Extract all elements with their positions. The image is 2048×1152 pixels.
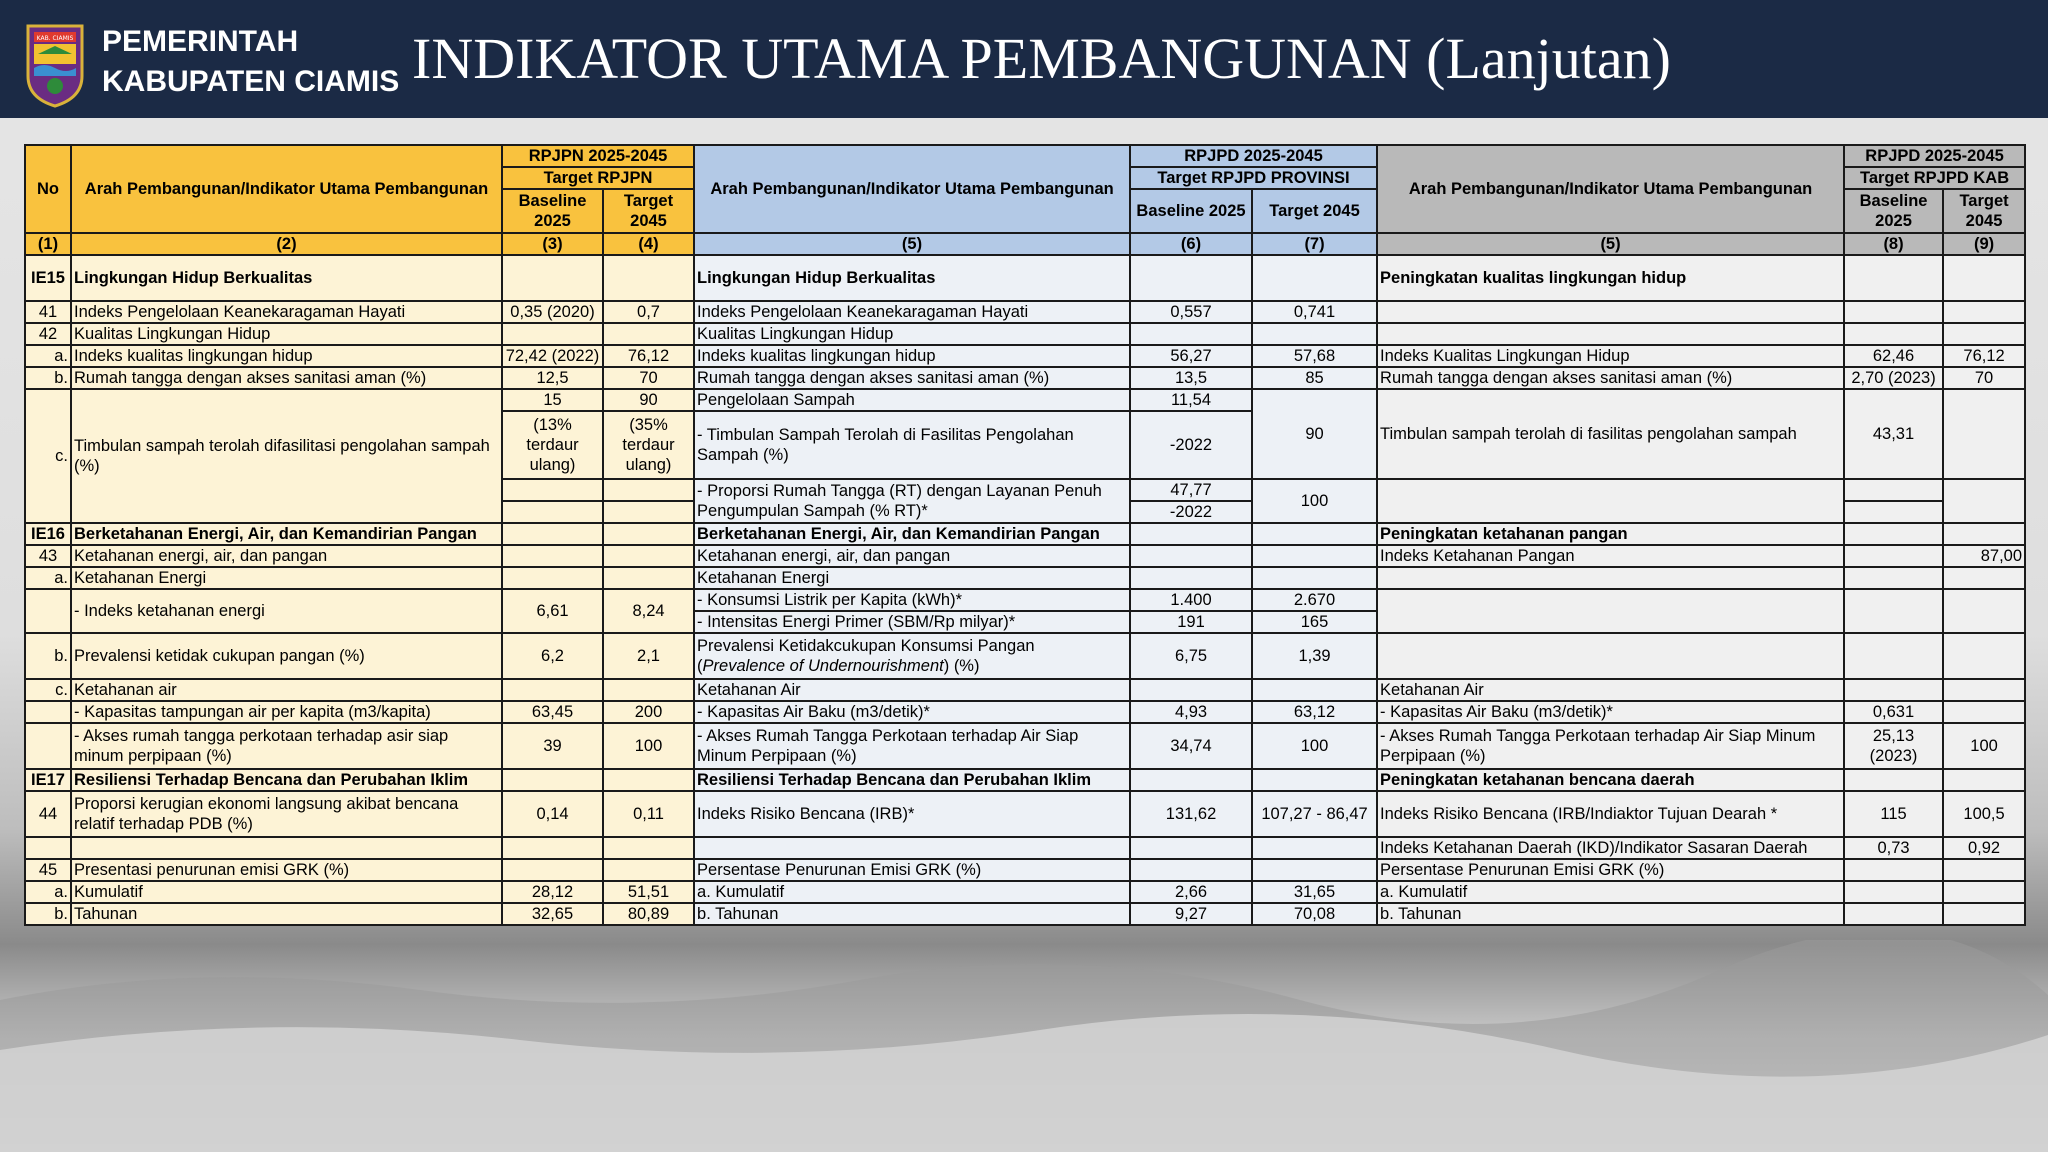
colnum: (8) [1844, 233, 1943, 255]
background-landscape [0, 940, 2048, 1152]
indicator-rpjpn: - Kapasitas tampungan air per kapita (m3/kapita) [71, 701, 502, 723]
row-no: b. [25, 903, 71, 925]
target-provinsi: 100 [1252, 479, 1377, 523]
row-no: a. [25, 345, 71, 367]
baseline-provinsi: 131,62 [1130, 791, 1252, 837]
indicator-provinsi [694, 633, 1130, 679]
table-row [25, 345, 2025, 367]
indicator-rpjpn: Ketahanan air [71, 679, 502, 701]
target-provinsi: 31,65 [1252, 881, 1377, 903]
indicator-rpjpn: Rumah tangga dengan akses sanitasi aman (%) [71, 367, 502, 389]
row-no: IE15 [25, 255, 71, 301]
table-row [25, 859, 2025, 881]
target-rpjpn: 2,1 [603, 633, 694, 679]
indicator-kab: Rumah tangga dengan akses sanitasi aman (%) [1377, 367, 1844, 389]
target-kab: 100 [1943, 723, 2025, 769]
indicator-provinsi: Lingkungan Hidup Berkualitas [694, 255, 1130, 301]
indicator-provinsi: Persentase Penurunan Emisi GRK (%) [694, 859, 1130, 881]
row-no: 44 [25, 791, 71, 837]
baseline-provinsi: 34,74 [1130, 723, 1252, 769]
table-row [25, 633, 2025, 679]
row-no: 45 [25, 859, 71, 881]
target-rpjpn: 200 [603, 701, 694, 723]
baseline-kab: 62,46 [1844, 345, 1943, 367]
col-arah-rpjpn-header: Arah Pembangunan/Indikator Utama Pembangunan [71, 145, 502, 233]
row-no: b. [25, 633, 71, 679]
target-provinsi: 100 [1252, 723, 1377, 769]
target-provinsi: 63,12 [1252, 701, 1377, 723]
col-arah-kab-header: Arah Pembangunan/Indikator Utama Pembangunan [1377, 145, 1844, 233]
rpjpn-period-header: RPJPN 2025-2045 [502, 145, 694, 167]
baseline-provinsi: 13,5 [1130, 367, 1252, 389]
row-no: c. [25, 679, 71, 701]
indicator-kab: Timbulan sampah terolah di fasilitas pengolahan sampah [1377, 389, 1844, 479]
indicator-rpjpn: Berketahanan Energi, Air, dan Kemandirian Pangan [71, 523, 502, 545]
indicator-provinsi: - Timbulan Sampah Terolah di Fasilitas Pengolahan Sampah (%) [694, 411, 1130, 479]
target-kab: 87,00 [1943, 545, 2025, 567]
indicator-provinsi: Pengelolaan Sampah [694, 389, 1130, 411]
table-row [25, 545, 2025, 567]
page-title: INDIKATOR UTAMA PEMBANGUNAN (Lanjutan) [412, 26, 1671, 91]
table-row [25, 255, 2025, 301]
indicator-kab: Indeks Ketahanan Pangan [1377, 545, 1844, 567]
row-no: a. [25, 881, 71, 903]
target-provinsi: 85 [1252, 367, 1377, 389]
target-rpjpn: 76,12 [603, 345, 694, 367]
target-rpjpn-header: Target RPJPN [502, 167, 694, 189]
baseline-provinsi: 11,54 [1130, 389, 1252, 411]
table-row [25, 567, 2025, 589]
target-rpjpn-note: (35% terdaur ulang) [603, 411, 694, 479]
target-provinsi: 70,08 [1252, 903, 1377, 925]
indicator-provinsi: - Intensitas Energi Primer (SBM/Rp milyar)* [694, 611, 1130, 633]
indicator-kab: Indeks Kualitas Lingkungan Hidup [1377, 345, 1844, 367]
baseline-kab: 115 [1844, 791, 1943, 837]
target-provinsi: 90 [1252, 389, 1377, 479]
baseline-kab: 2,70 (2023) [1844, 367, 1943, 389]
indicator-provinsi: Indeks kualitas lingkungan hidup [694, 345, 1130, 367]
target-provinsi: 165 [1252, 611, 1377, 633]
column-number-row [25, 233, 2025, 255]
row-no: 41 [25, 301, 71, 323]
baseline-rpjpn: 72,42 (2022) [502, 345, 603, 367]
org-line-1: PEMERINTAH [102, 25, 299, 58]
indicator-kab: a. Kumulatif [1377, 881, 1844, 903]
slide-header [0, 0, 2048, 118]
row-no: IE17 [25, 769, 71, 791]
target-provinsi: 0,741 [1252, 301, 1377, 323]
table-row [25, 881, 2025, 903]
prevalensi-text: Prevalensi Ketidakcukupan Konsumsi Pangan ( [697, 637, 1035, 675]
table-row [25, 523, 2025, 545]
baseline-kab-header: Baseline 2025 [1844, 189, 1943, 233]
indicator-kab: Peningkatan ketahanan bencana daerah [1377, 769, 1844, 791]
indicator-rpjpn: Presentasi penurunan emisi GRK (%) [71, 859, 502, 881]
row-no: c. [25, 389, 71, 523]
table-row [25, 701, 2025, 723]
table-row [25, 837, 2025, 859]
indicator-kab: Peningkatan ketahanan pangan [1377, 523, 1844, 545]
indicator-provinsi: - Proporsi Rumah Tangga (RT) dengan Layanan Penuh Pengumpulan Sampah (% RT)* [694, 479, 1130, 523]
indicator-rpjpn: Kualitas Lingkungan Hidup [71, 323, 502, 345]
col-no-header: No [25, 145, 71, 233]
prevalensi-english-term: Prevalence of Undernourishment [702, 657, 944, 675]
table-row [25, 301, 2025, 323]
baseline-provinsi: 4,93 [1130, 701, 1252, 723]
target-rpjpn: 8,24 [603, 589, 694, 633]
ciamis-logo-icon [24, 18, 86, 108]
baseline-provinsi: 9,27 [1130, 903, 1252, 925]
baseline-provinsi: 47,77 [1130, 479, 1252, 501]
table-row [25, 679, 2025, 701]
indicator-kab: Persentase Penurunan Emisi GRK (%) [1377, 859, 1844, 881]
colnum: (4) [603, 233, 694, 255]
indicator-kab: Indeks Ketahanan Daerah (IKD)/Indikator Sasaran Daerah [1377, 837, 1844, 859]
target-kab: 76,12 [1943, 345, 2025, 367]
baseline-rpjpn-header: Baseline 2025 [502, 189, 603, 233]
target-rpjpn: 70 [603, 367, 694, 389]
indicator-rpjpn: Tahunan [71, 903, 502, 925]
table-row [25, 769, 2025, 791]
indicator-kab: b. Tahunan [1377, 903, 1844, 925]
indicator-rpjpn: Lingkungan Hidup Berkualitas [71, 255, 502, 301]
baseline-kab: 25,13 (2023) [1844, 723, 1943, 769]
indicator-rpjpn: Ketahanan energi, air, dan pangan [71, 545, 502, 567]
table-row [25, 323, 2025, 345]
indicator-provinsi: a. Kumulatif [694, 881, 1130, 903]
table-row [25, 791, 2025, 837]
colnum: (1) [25, 233, 71, 255]
baseline-kab: 0,631 [1844, 701, 1943, 723]
indicator-rpjpn: Prevalensi ketidak cukupan pangan (%) [71, 633, 502, 679]
baseline-provinsi: -2022 [1130, 501, 1252, 523]
indicator-rpjpn: Resiliensi Terhadap Bencana dan Perubahan Iklim [71, 769, 502, 791]
target-provinsi: 2.670 [1252, 589, 1377, 611]
baseline-rpjpn: 15 [502, 389, 603, 411]
indicator-rpjpn: Timbulan sampah terolah difasilitasi pengolahan sampah (%) [71, 389, 502, 523]
baseline-kab: 0,73 [1844, 837, 1943, 859]
baseline-rpjpn: 6,61 [502, 589, 603, 633]
indicator-provinsi: Ketahanan energi, air, dan pangan [694, 545, 1130, 567]
baseline-rpjpn: 6,2 [502, 633, 603, 679]
baseline-kab: 43,31 [1844, 389, 1943, 479]
target-provinsi: 57,68 [1252, 345, 1377, 367]
baseline-rpjpn: 12,5 [502, 367, 603, 389]
indicator-provinsi: - Kapasitas Air Baku (m3/detik)* [694, 701, 1130, 723]
indicator-provinsi: - Konsumsi Listrik per Kapita (kWh)* [694, 589, 1130, 611]
indicator-kab: Indeks Risiko Bencana (IRB/Indiaktor Tujuan Dearah * [1377, 791, 1844, 837]
indicator-provinsi: Indeks Risiko Bencana (IRB)* [694, 791, 1130, 837]
indicator-kab: - Kapasitas Air Baku (m3/detik)* [1377, 701, 1844, 723]
target-provinsi: 1,39 [1252, 633, 1377, 679]
target2045-provinsi-header: Target 2045 [1252, 189, 1377, 233]
target-rpjpn: 51,51 [603, 881, 694, 903]
colnum: (2) [71, 233, 502, 255]
target-rpjpn: 80,89 [603, 903, 694, 925]
indicator-table [24, 144, 2026, 926]
baseline-rpjpn: 39 [502, 723, 603, 769]
colnum: (7) [1252, 233, 1377, 255]
row-no: IE16 [25, 523, 71, 545]
indicator-kab: - Akses Rumah Tangga Perkotaan terhadap Air Siap Minum Perpipaan (%) [1377, 723, 1844, 769]
indicator-provinsi: Berketahanan Energi, Air, dan Kemandirian Pangan [694, 523, 1130, 545]
baseline-provinsi: 56,27 [1130, 345, 1252, 367]
target-kab: 0,92 [1943, 837, 2025, 859]
indicator-rpjpn: Proporsi kerugian ekonomi langsung akibat bencana relatif terhadap PDB (%) [71, 791, 502, 837]
colnum: (9) [1943, 233, 2025, 255]
baseline-provinsi: 1.400 [1130, 589, 1252, 611]
indicator-provinsi: b. Tahunan [694, 903, 1130, 925]
target-kab: 100,5 [1943, 791, 2025, 837]
target-provinsi: 107,27 - 86,47 [1252, 791, 1377, 837]
baseline-provinsi-header: Baseline 2025 [1130, 189, 1252, 233]
indicator-provinsi: Ketahanan Energi [694, 567, 1130, 589]
baseline-provinsi: 6,75 [1130, 633, 1252, 679]
baseline-provinsi: -2022 [1130, 411, 1252, 479]
indicator-rpjpn: Indeks kualitas lingkungan hidup [71, 345, 502, 367]
org-line-2: KABUPATEN CIAMIS [102, 65, 400, 98]
row-no: 43 [25, 545, 71, 567]
rpjpd-kab-period-header: RPJPD 2025-2045 [1844, 145, 2025, 167]
indicator-rpjpn: - Akses rumah tangga perkotaan terhadap asir siap minum perpipaan (%) [71, 723, 502, 769]
baseline-provinsi: 191 [1130, 611, 1252, 633]
target-provinsi-header: Target RPJPD PROVINSI [1130, 167, 1377, 189]
row-no: a. [25, 567, 71, 589]
col-arah-provinsi-header: Arah Pembangunan/Indikator Utama Pembangunan [694, 145, 1130, 233]
target-rpjpn: 0,11 [603, 791, 694, 837]
indicator-provinsi: Kualitas Lingkungan Hidup [694, 323, 1130, 345]
target-kab: 70 [1943, 367, 2025, 389]
baseline-provinsi: 2,66 [1130, 881, 1252, 903]
rpjpd-provinsi-period-header: RPJPD 2025-2045 [1130, 145, 1377, 167]
colnum: (5) [694, 233, 1130, 255]
colnum: (6) [1130, 233, 1252, 255]
target-rpjpn: 0,7 [603, 301, 694, 323]
table-row [25, 589, 2025, 611]
target-kab-header: Target RPJPD KAB [1844, 167, 2025, 189]
indicator-provinsi: - Akses Rumah Tangga Perkotaan terhadap Air Siap Minum Perpipaan (%) [694, 723, 1130, 769]
svg-text:KAB. CIAMIS: KAB. CIAMIS [36, 35, 74, 42]
table-row [25, 389, 2025, 411]
row-no: 42 [25, 323, 71, 345]
baseline-rpjpn: 32,65 [502, 903, 603, 925]
indicator-rpjpn: Kumulatif [71, 881, 502, 903]
baseline-rpjpn: 0,14 [502, 791, 603, 837]
organization-name [102, 22, 399, 102]
target2045-kab-header: Target 2045 [1943, 189, 2025, 233]
indicator-provinsi: Rumah tangga dengan akses sanitasi aman (%) [694, 367, 1130, 389]
baseline-rpjpn: 0,35 (2020) [502, 301, 603, 323]
indicator-provinsi: Ketahanan Air [694, 679, 1130, 701]
baseline-rpjpn-note: (13% terdaur ulang) [502, 411, 603, 479]
row-no: b. [25, 367, 71, 389]
target2045-rpjpn-header: Target 2045 [603, 189, 694, 233]
indicator-kab: Ketahanan Air [1377, 679, 1844, 701]
indicator-provinsi: Resiliensi Terhadap Bencana dan Perubahan Iklim [694, 769, 1130, 791]
baseline-provinsi: 0,557 [1130, 301, 1252, 323]
prevalensi-unit: ) (%) [943, 657, 980, 675]
target-rpjpn: 90 [603, 389, 694, 411]
indicator-rpjpn: Indeks Pengelolaan Keanekaragaman Hayati [71, 301, 502, 323]
table-row [25, 367, 2025, 389]
target-rpjpn: 100 [603, 723, 694, 769]
colnum: (3) [502, 233, 603, 255]
colnum: (5) [1377, 233, 1844, 255]
indicator-kab: Peningkatan kualitas lingkungan hidup [1377, 255, 1844, 301]
baseline-rpjpn: 28,12 [502, 881, 603, 903]
table-row [25, 903, 2025, 925]
baseline-rpjpn: 63,45 [502, 701, 603, 723]
indicator-rpjpn: Ketahanan Energi [71, 567, 502, 589]
table-row [25, 723, 2025, 769]
indicator-rpjpn: - Indeks ketahanan energi [71, 589, 502, 633]
indicator-provinsi: Indeks Pengelolaan Keanekaragaman Hayati [694, 301, 1130, 323]
